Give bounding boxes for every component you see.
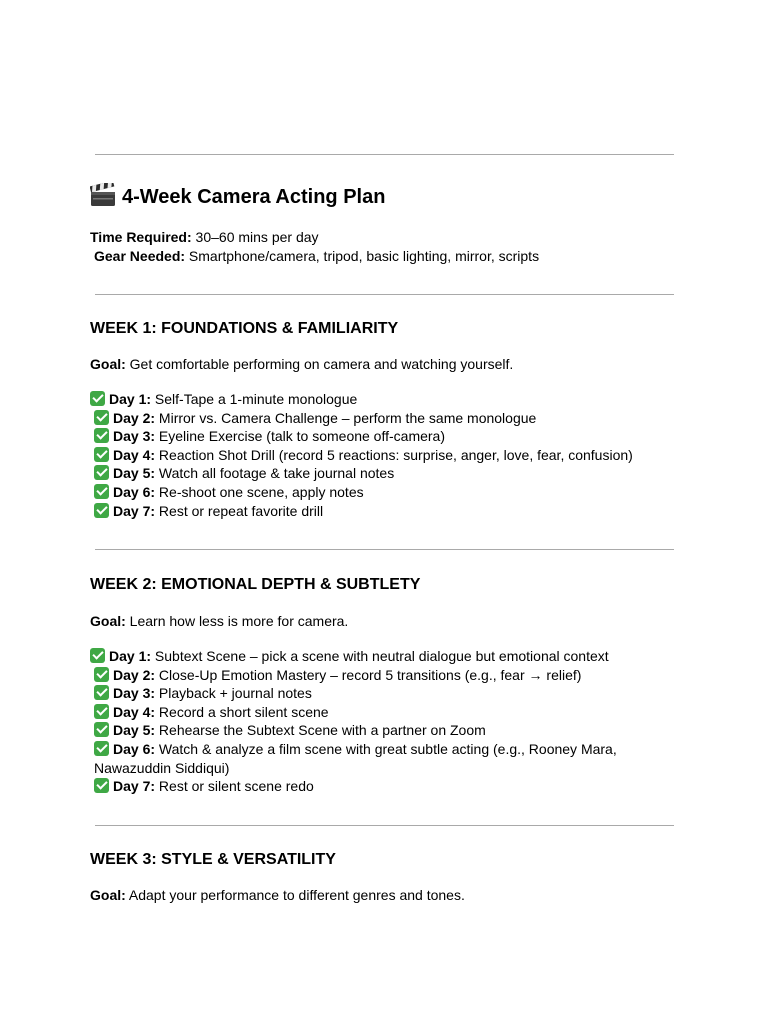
day-text: Record a short silent scene — [155, 703, 329, 720]
day-label: Day 3: — [113, 428, 156, 445]
goal-label: Goal: — [90, 356, 126, 372]
check-mark-icon — [94, 428, 109, 443]
check-mark-icon — [90, 648, 105, 663]
check-mark-icon — [94, 685, 109, 700]
day-text: Self-Tape a 1-minute monologue — [151, 391, 358, 407]
check-mark-icon — [90, 391, 105, 406]
check-mark-icon — [94, 722, 109, 737]
day-label: Day 5: — [113, 465, 156, 482]
day-text: Watch & analyze a film scene with great subtle acting (e.g., Rooney Mara, Nawazuddin Siddiqui) — [94, 740, 617, 776]
check-mark-icon — [94, 447, 109, 462]
day-text: Eyeline Exercise (talk to someone off-camera) — [155, 428, 446, 445]
list-item — [90, 666, 650, 685]
week-1-goal — [90, 355, 513, 374]
day-label: Day 7: — [113, 778, 156, 795]
week-2-day-list — [90, 647, 650, 796]
list-item — [90, 464, 650, 483]
check-mark-icon — [94, 741, 109, 756]
gear-needed-label: Gear Needed: — [94, 248, 186, 264]
list-item — [90, 446, 650, 465]
check-mark-icon — [94, 410, 109, 425]
day-label: Day 4: — [113, 446, 156, 463]
clapperboard-icon — [90, 183, 116, 207]
goal-text: Learn how less is more for camera. — [125, 613, 349, 629]
check-mark-icon — [94, 704, 109, 719]
day-label: Day 6: — [113, 740, 156, 757]
list-item — [90, 721, 650, 740]
week-3-goal — [90, 886, 465, 905]
gear-needed-value: Smartphone/camera, tripod, basic lighting, mirror, scripts — [185, 248, 540, 264]
divider — [95, 154, 674, 155]
check-mark-icon — [94, 465, 109, 480]
goal-text: Adapt your performance to different genres and tones. — [125, 887, 465, 903]
check-mark-icon — [94, 484, 109, 499]
divider — [95, 294, 674, 295]
day-text: Rest or silent scene redo — [155, 778, 314, 795]
list-item — [90, 777, 650, 796]
day-text: Playback + journal notes — [155, 685, 312, 702]
check-mark-icon — [94, 778, 109, 793]
goal-text: Get comfortable performing on camera and watching yourself. — [125, 356, 514, 372]
week-3-heading: WEEK 3: STYLE & VERSATILITY — [90, 851, 336, 868]
day-text: Re-shoot one scene, apply notes — [155, 483, 364, 500]
list-item — [90, 390, 650, 409]
week-1-heading: WEEK 1: FOUNDATIONS & FAMILIARITY — [90, 320, 399, 337]
goal-label: Goal: — [90, 887, 126, 903]
divider — [95, 549, 674, 550]
day-label: Day 4: — [113, 703, 156, 720]
day-text: Close-Up Emotion Mastery – record 5 transitions (e.g., fear → relief) — [155, 666, 582, 683]
list-item — [90, 647, 650, 666]
list-item — [90, 703, 650, 722]
day-text: Mirror vs. Camera Challenge – perform the same monologue — [155, 409, 537, 426]
day-text: Rest or repeat favorite drill — [155, 502, 324, 519]
day-text: Rehearse the Subtext Scene with a partner on Zoom — [155, 722, 486, 739]
day-text: Subtext Scene – pick a scene with neutral dialogue but emotional context — [151, 648, 609, 664]
week-1-day-list — [90, 390, 650, 520]
day-label: Day 1: — [109, 391, 152, 407]
day-text: Reaction Shot Drill (record 5 reactions: surprise, anger, love, fear, confusion) — [155, 446, 633, 463]
check-mark-icon — [94, 503, 109, 518]
page-title — [90, 183, 385, 211]
time-required — [90, 228, 319, 247]
time-required-label: Time Required: — [90, 229, 192, 245]
list-item — [90, 427, 650, 446]
day-label: Day 1: — [109, 648, 152, 664]
list-item — [90, 409, 650, 428]
day-label: Day 2: — [113, 409, 156, 426]
week-2-goal — [90, 612, 348, 631]
day-text: Watch all footage & take journal notes — [155, 465, 395, 482]
list-item — [90, 502, 650, 521]
goal-label: Goal: — [90, 613, 126, 629]
day-label: Day 2: — [113, 666, 156, 683]
time-required-value: 30–60 mins per day — [191, 229, 319, 245]
page-title-text: 4-Week Camera Acting Plan — [122, 186, 386, 208]
divider — [95, 825, 674, 826]
day-label: Day 7: — [113, 502, 156, 519]
day-label: Day 5: — [113, 722, 156, 739]
day-label: Day 6: — [113, 483, 156, 500]
list-item — [90, 483, 650, 502]
day-label: Day 3: — [113, 685, 156, 702]
list-item — [90, 684, 650, 703]
check-mark-icon — [94, 667, 109, 682]
week-2-heading: WEEK 2: EMOTIONAL DEPTH & SUBTLETY — [90, 576, 421, 593]
list-item — [90, 740, 650, 777]
gear-needed — [94, 247, 539, 266]
